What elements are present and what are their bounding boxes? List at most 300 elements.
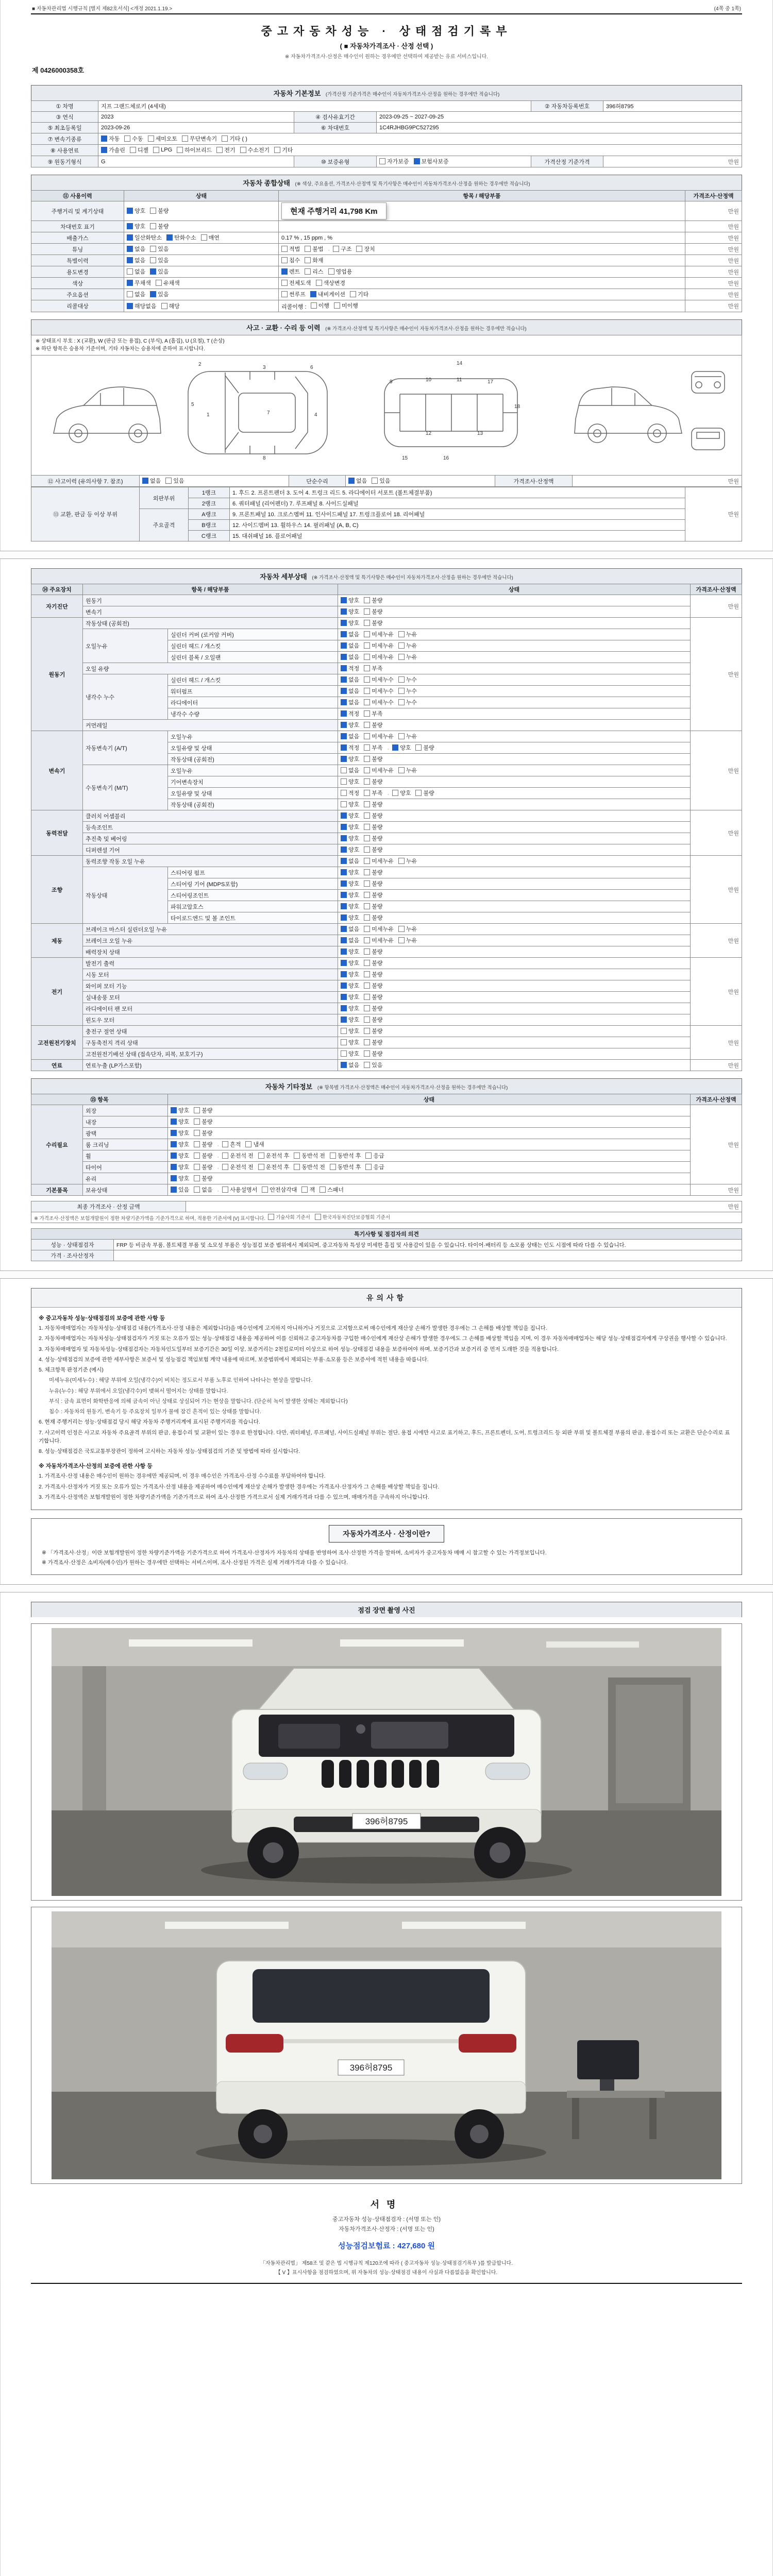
checkbox-icon[interactable]	[398, 654, 405, 660]
checkbox-icon[interactable]	[341, 1062, 347, 1068]
checkbox-icon[interactable]	[341, 688, 347, 694]
checkbox-icon[interactable]	[341, 846, 347, 853]
checkbox-option[interactable]	[281, 245, 300, 253]
checkbox-icon[interactable]	[222, 135, 228, 142]
checkbox-option[interactable]	[341, 630, 359, 638]
checkbox-option[interactable]	[150, 207, 169, 215]
checkbox-icon[interactable]	[364, 620, 370, 626]
checkbox-icon[interactable]	[392, 790, 398, 796]
checkbox-option[interactable]	[364, 698, 394, 706]
checkbox-option[interactable]	[281, 279, 311, 287]
checkbox-option[interactable]	[364, 823, 382, 831]
checkbox-option[interactable]	[341, 675, 359, 684]
checkbox-icon[interactable]	[305, 257, 311, 263]
checkbox-icon[interactable]	[364, 846, 370, 853]
checkbox-icon[interactable]	[364, 597, 370, 603]
checkbox-icon[interactable]	[364, 733, 370, 739]
checkbox-icon[interactable]	[398, 858, 405, 864]
checkbox-option[interactable]	[341, 743, 359, 752]
checkbox-icon[interactable]	[177, 147, 183, 153]
checkbox-icon[interactable]	[150, 257, 156, 263]
checkbox-option[interactable]	[258, 1163, 290, 1171]
checkbox-option[interactable]	[398, 653, 417, 661]
checkbox-icon[interactable]	[194, 1118, 200, 1125]
checkbox-icon[interactable]	[341, 1028, 347, 1034]
checkbox-icon[interactable]	[365, 1164, 372, 1170]
checkbox-icon[interactable]	[364, 744, 370, 751]
checkbox-icon[interactable]	[281, 280, 288, 286]
checkbox-option[interactable]	[194, 1185, 212, 1194]
checkbox-option[interactable]	[177, 146, 212, 154]
checkbox-icon[interactable]	[127, 223, 133, 229]
checkbox-option[interactable]	[171, 1151, 189, 1160]
checkbox-option[interactable]	[150, 245, 169, 253]
checkbox-icon[interactable]	[398, 937, 405, 943]
checkbox-option[interactable]	[341, 755, 359, 763]
checkbox-icon[interactable]	[341, 858, 347, 864]
checkbox-icon[interactable]	[124, 135, 130, 142]
checkbox-icon[interactable]	[341, 937, 347, 943]
checkbox-option[interactable]	[341, 834, 359, 842]
checkbox-icon[interactable]	[127, 257, 133, 263]
checkbox-icon[interactable]	[150, 246, 156, 252]
checkbox-option[interactable]	[365, 1151, 384, 1160]
checkbox-option[interactable]	[194, 1140, 212, 1148]
checkbox-icon[interactable]	[171, 1164, 177, 1170]
checkbox-option[interactable]	[398, 630, 417, 638]
checkbox-option[interactable]	[350, 290, 368, 298]
checkbox-option[interactable]	[240, 146, 270, 154]
checkbox-icon[interactable]	[341, 654, 347, 660]
checkbox-icon[interactable]	[171, 1107, 177, 1113]
checkbox-option[interactable]	[341, 879, 359, 888]
checkbox-option[interactable]	[341, 947, 359, 956]
checkbox-option[interactable]	[364, 902, 382, 910]
checkbox-option[interactable]	[348, 477, 367, 485]
checkbox-option[interactable]	[150, 256, 169, 264]
checkbox-option[interactable]	[341, 766, 359, 774]
checkbox-option[interactable]	[222, 1185, 257, 1194]
checkbox-icon[interactable]	[364, 926, 370, 932]
checkbox-option[interactable]	[281, 256, 300, 264]
checkbox-option[interactable]	[281, 290, 306, 298]
checkbox-icon[interactable]	[194, 1141, 200, 1147]
checkbox-icon[interactable]	[262, 1187, 268, 1193]
checkbox-option[interactable]	[356, 245, 375, 253]
checkbox-option[interactable]	[364, 675, 394, 684]
checkbox-option[interactable]	[341, 607, 359, 616]
checkbox-option[interactable]	[364, 811, 382, 820]
checkbox-icon[interactable]	[364, 835, 370, 841]
checkbox-icon[interactable]	[415, 744, 422, 751]
checkbox-icon[interactable]	[341, 1016, 347, 1023]
checkbox-icon[interactable]	[127, 246, 133, 252]
checkbox-icon[interactable]	[350, 291, 356, 297]
checkbox-icon[interactable]	[294, 1153, 300, 1159]
checkbox-option[interactable]	[156, 279, 180, 287]
checkbox-icon[interactable]	[166, 234, 173, 241]
checkbox-option[interactable]	[398, 687, 417, 695]
checkbox-icon[interactable]	[150, 291, 156, 297]
checkbox-icon[interactable]	[171, 1153, 177, 1159]
checkbox-icon[interactable]	[127, 268, 133, 275]
checkbox-option[interactable]	[364, 1061, 382, 1069]
checkbox-icon[interactable]	[341, 880, 347, 887]
checkbox-icon[interactable]	[127, 280, 133, 286]
checkbox-option[interactable]	[194, 1129, 212, 1137]
checkbox-option[interactable]	[364, 721, 382, 729]
checkbox-icon[interactable]	[364, 699, 370, 705]
checkbox-option[interactable]	[341, 1061, 359, 1069]
checkbox-icon[interactable]	[305, 246, 311, 252]
checkbox-option[interactable]	[171, 1140, 189, 1148]
checkbox-option[interactable]	[364, 743, 382, 752]
checkbox-option[interactable]	[364, 709, 382, 718]
checkbox-icon[interactable]	[341, 778, 347, 785]
checkbox-icon[interactable]	[194, 1107, 200, 1113]
checkbox-icon[interactable]	[364, 858, 370, 864]
checkbox-icon[interactable]	[364, 778, 370, 785]
checkbox-option[interactable]	[364, 789, 382, 797]
checkbox-icon[interactable]	[341, 631, 347, 637]
checkbox-option[interactable]	[379, 157, 409, 165]
checkbox-icon[interactable]	[364, 756, 370, 762]
checkbox-option[interactable]	[127, 279, 151, 287]
checkbox-icon[interactable]	[341, 971, 347, 977]
checkbox-option[interactable]	[222, 1140, 241, 1148]
checkbox-icon[interactable]	[341, 620, 347, 626]
checkbox-option[interactable]	[333, 245, 351, 253]
checkbox-icon[interactable]	[171, 1130, 177, 1136]
checkbox-option[interactable]	[153, 147, 172, 153]
checkbox-option[interactable]	[127, 207, 145, 215]
checkbox-option[interactable]	[392, 789, 411, 797]
checkbox-icon[interactable]	[364, 1050, 370, 1057]
checkbox-option[interactable]	[341, 800, 359, 808]
checkbox-option[interactable]	[171, 1185, 189, 1194]
checkbox-icon[interactable]	[341, 767, 347, 773]
checkbox-option[interactable]	[364, 891, 382, 899]
checkbox-icon[interactable]	[274, 147, 280, 153]
checkbox-icon[interactable]	[341, 676, 347, 683]
checkbox-icon[interactable]	[341, 926, 347, 932]
checkbox-option[interactable]	[364, 687, 394, 695]
checkbox-icon[interactable]	[365, 1153, 372, 1159]
checkbox-icon[interactable]	[330, 1153, 336, 1159]
checkbox-option[interactable]	[392, 743, 411, 752]
checkbox-option[interactable]	[364, 925, 394, 933]
checkbox-icon[interactable]	[258, 1153, 264, 1159]
checkbox-icon[interactable]	[194, 1175, 200, 1181]
checkbox-icon[interactable]	[330, 1164, 336, 1170]
checkbox-icon[interactable]	[364, 642, 370, 649]
checkbox-icon[interactable]	[341, 790, 347, 796]
checkbox-icon[interactable]	[240, 147, 246, 153]
checkbox-option[interactable]	[268, 1213, 310, 1221]
checkbox-icon[interactable]	[341, 1050, 347, 1057]
checkbox-option[interactable]	[364, 732, 394, 740]
checkbox-option[interactable]	[341, 868, 359, 876]
checkbox-icon[interactable]	[415, 790, 422, 796]
checkbox-icon[interactable]	[341, 812, 347, 819]
checkbox-icon[interactable]	[281, 257, 288, 263]
checkbox-icon[interactable]	[398, 676, 405, 683]
checkbox-icon[interactable]	[150, 208, 156, 214]
checkbox-option[interactable]	[415, 743, 434, 752]
checkbox-option[interactable]	[194, 1163, 212, 1171]
checkbox-option[interactable]	[328, 267, 352, 276]
checkbox-option[interactable]	[364, 879, 382, 888]
checkbox-option[interactable]	[171, 1106, 189, 1114]
checkbox-icon[interactable]	[316, 280, 322, 286]
checkbox-icon[interactable]	[258, 1164, 264, 1170]
checkbox-option[interactable]	[341, 1038, 359, 1046]
checkbox-icon[interactable]	[364, 982, 370, 989]
checkbox-icon[interactable]	[364, 722, 370, 728]
checkbox-option[interactable]	[398, 675, 417, 684]
checkbox-option[interactable]	[305, 245, 323, 253]
checkbox-option[interactable]	[201, 233, 220, 242]
checkbox-option[interactable]	[310, 290, 345, 298]
checkbox-option[interactable]	[398, 766, 417, 774]
checkbox-option[interactable]	[101, 146, 125, 154]
checkbox-option[interactable]	[124, 134, 143, 143]
checkbox-icon[interactable]	[130, 147, 136, 153]
checkbox-icon[interactable]	[127, 208, 133, 214]
checkbox-option[interactable]	[262, 1185, 297, 1194]
checkbox-icon[interactable]	[182, 135, 188, 142]
checkbox-option[interactable]	[398, 925, 417, 933]
checkbox-icon[interactable]	[127, 303, 133, 309]
checkbox-icon[interactable]	[171, 1187, 177, 1193]
checkbox-option[interactable]	[364, 868, 382, 876]
checkbox-icon[interactable]	[398, 733, 405, 739]
checkbox-option[interactable]	[364, 1049, 382, 1058]
checkbox-icon[interactable]	[194, 1153, 200, 1159]
checkbox-option[interactable]	[398, 732, 417, 740]
checkbox-option[interactable]	[341, 845, 359, 854]
checkbox-icon[interactable]	[341, 835, 347, 841]
checkbox-icon[interactable]	[333, 246, 339, 252]
checkbox-icon[interactable]	[301, 1187, 308, 1193]
checkbox-icon[interactable]	[148, 135, 154, 142]
checkbox-icon[interactable]	[364, 631, 370, 637]
checkbox-option[interactable]	[341, 891, 359, 899]
checkbox-option[interactable]	[341, 687, 359, 695]
checkbox-icon[interactable]	[364, 790, 370, 796]
checkbox-icon[interactable]	[341, 756, 347, 762]
checkbox-option[interactable]	[364, 777, 382, 786]
checkbox-icon[interactable]	[341, 1039, 347, 1045]
checkbox-icon[interactable]	[364, 1005, 370, 1011]
checkbox-icon[interactable]	[222, 1187, 228, 1193]
checkbox-option[interactable]	[364, 1027, 382, 1035]
checkbox-option[interactable]	[341, 619, 359, 627]
checkbox-option[interactable]	[398, 857, 417, 865]
checkbox-icon[interactable]	[364, 1039, 370, 1045]
checkbox-icon[interactable]	[398, 688, 405, 694]
checkbox-icon[interactable]	[101, 147, 107, 153]
checkbox-option[interactable]	[127, 267, 145, 276]
checkbox-option[interactable]	[341, 789, 359, 797]
checkbox-icon[interactable]	[165, 478, 172, 484]
checkbox-option[interactable]	[398, 936, 417, 944]
checkbox-icon[interactable]	[142, 478, 148, 484]
checkbox-icon[interactable]	[364, 960, 370, 966]
checkbox-icon[interactable]	[341, 903, 347, 909]
checkbox-icon[interactable]	[398, 631, 405, 637]
checkbox-option[interactable]	[398, 698, 417, 706]
checkbox-icon[interactable]	[171, 1175, 177, 1181]
checkbox-option[interactable]	[294, 1151, 325, 1160]
checkbox-icon[interactable]	[364, 767, 370, 773]
checkbox-option[interactable]	[222, 1151, 254, 1160]
checkbox-icon[interactable]	[364, 688, 370, 694]
checkbox-icon[interactable]	[398, 767, 405, 773]
checkbox-option[interactable]	[341, 823, 359, 831]
checkbox-option[interactable]	[127, 256, 145, 264]
checkbox-option[interactable]	[341, 981, 359, 990]
checkbox-option[interactable]	[171, 1129, 189, 1137]
checkbox-option[interactable]	[142, 477, 161, 485]
checkbox-option[interactable]	[364, 766, 394, 774]
checkbox-icon[interactable]	[364, 914, 370, 921]
checkbox-option[interactable]	[330, 1151, 361, 1160]
checkbox-icon[interactable]	[156, 280, 162, 286]
checkbox-option[interactable]	[194, 1151, 212, 1160]
checkbox-icon[interactable]	[341, 608, 347, 615]
checkbox-option[interactable]	[364, 607, 382, 616]
checkbox-icon[interactable]	[364, 608, 370, 615]
checkbox-option[interactable]	[130, 146, 148, 154]
checkbox-option[interactable]	[341, 857, 359, 865]
checkbox-icon[interactable]	[310, 291, 316, 297]
checkbox-icon[interactable]	[341, 733, 347, 739]
checkbox-option[interactable]	[182, 134, 217, 143]
checkbox-option[interactable]	[341, 1027, 359, 1035]
checkbox-icon[interactable]	[194, 1164, 200, 1170]
checkbox-option[interactable]	[364, 596, 382, 604]
checkbox-icon[interactable]	[364, 654, 370, 660]
checkbox-icon[interactable]	[341, 710, 347, 717]
checkbox-option[interactable]	[341, 925, 359, 933]
checkbox-option[interactable]	[341, 1004, 359, 1012]
checkbox-option[interactable]	[341, 936, 359, 944]
checkbox-option[interactable]	[364, 641, 394, 650]
checkbox-icon[interactable]	[281, 268, 288, 275]
checkbox-icon[interactable]	[161, 303, 167, 309]
checkbox-option[interactable]	[341, 811, 359, 820]
checkbox-icon[interactable]	[364, 948, 370, 955]
checkbox-icon[interactable]	[281, 291, 288, 297]
checkbox-icon[interactable]	[372, 478, 378, 484]
checkbox-option[interactable]	[341, 902, 359, 910]
checkbox-icon[interactable]	[379, 158, 385, 164]
checkbox-option[interactable]	[281, 267, 300, 276]
checkbox-icon[interactable]	[127, 234, 133, 241]
checkbox-option[interactable]	[166, 233, 196, 242]
checkbox-option[interactable]	[364, 857, 394, 865]
checkbox-icon[interactable]	[356, 246, 362, 252]
checkbox-icon[interactable]	[101, 135, 107, 142]
checkbox-option[interactable]	[294, 1163, 325, 1171]
checkbox-icon[interactable]	[364, 812, 370, 819]
checkbox-option[interactable]	[127, 302, 157, 310]
checkbox-option[interactable]	[341, 970, 359, 978]
checkbox-icon[interactable]	[341, 914, 347, 921]
checkbox-icon[interactable]	[341, 892, 347, 898]
checkbox-option[interactable]	[150, 290, 169, 298]
checkbox-icon[interactable]	[245, 1141, 251, 1147]
checkbox-option[interactable]	[364, 1015, 382, 1024]
checkbox-option[interactable]	[171, 1163, 189, 1171]
checkbox-icon[interactable]	[268, 1214, 274, 1220]
checkbox-option[interactable]	[341, 596, 359, 604]
checkbox-icon[interactable]	[341, 744, 347, 751]
checkbox-icon[interactable]	[305, 268, 311, 275]
checkbox-option[interactable]	[274, 146, 293, 154]
checkbox-option[interactable]	[364, 1004, 382, 1012]
checkbox-icon[interactable]	[320, 1187, 326, 1193]
checkbox-option[interactable]	[364, 993, 382, 1001]
checkbox-option[interactable]	[364, 630, 394, 638]
checkbox-option[interactable]	[330, 1163, 361, 1171]
checkbox-icon[interactable]	[194, 1187, 200, 1193]
checkbox-option[interactable]	[364, 653, 394, 661]
checkbox-icon[interactable]	[364, 1062, 370, 1068]
checkbox-option[interactable]	[171, 1174, 189, 1182]
checkbox-icon[interactable]	[341, 722, 347, 728]
checkbox-option[interactable]	[364, 834, 382, 842]
checkbox-icon[interactable]	[341, 960, 347, 966]
checkbox-option[interactable]	[161, 302, 180, 310]
checkbox-option[interactable]	[127, 222, 145, 230]
checkbox-option[interactable]	[364, 845, 382, 854]
checkbox-icon[interactable]	[364, 903, 370, 909]
checkbox-icon[interactable]	[222, 1153, 228, 1159]
checkbox-option[interactable]	[341, 1015, 359, 1024]
checkbox-icon[interactable]	[348, 478, 355, 484]
checkbox-option[interactable]	[364, 981, 382, 990]
checkbox-icon[interactable]	[341, 1005, 347, 1011]
checkbox-option[interactable]	[150, 222, 169, 230]
checkbox-icon[interactable]	[341, 642, 347, 649]
checkbox-icon[interactable]	[294, 1164, 300, 1170]
checkbox-option[interactable]	[364, 664, 382, 672]
checkbox-icon[interactable]	[392, 744, 398, 751]
checkbox-icon[interactable]	[171, 1118, 177, 1125]
checkbox-option[interactable]	[305, 267, 323, 276]
checkbox-option[interactable]	[320, 1185, 344, 1194]
checkbox-icon[interactable]	[364, 937, 370, 943]
checkbox-icon[interactable]	[222, 1141, 228, 1147]
checkbox-option[interactable]	[341, 709, 359, 718]
checkbox-option[interactable]	[415, 789, 434, 797]
checkbox-option[interactable]	[364, 947, 382, 956]
checkbox-icon[interactable]	[311, 302, 317, 309]
checkbox-option[interactable]	[341, 664, 359, 672]
checkbox-option[interactable]	[364, 936, 394, 944]
checkbox-option[interactable]	[315, 1213, 390, 1221]
checkbox-option[interactable]	[364, 800, 382, 808]
checkbox-icon[interactable]	[171, 1141, 177, 1147]
checkbox-icon[interactable]	[364, 1028, 370, 1034]
checkbox-option[interactable]	[341, 721, 359, 729]
checkbox-icon[interactable]	[150, 268, 156, 275]
checkbox-option[interactable]	[334, 301, 358, 310]
checkbox-option[interactable]	[341, 913, 359, 922]
checkbox-icon[interactable]	[334, 302, 340, 309]
